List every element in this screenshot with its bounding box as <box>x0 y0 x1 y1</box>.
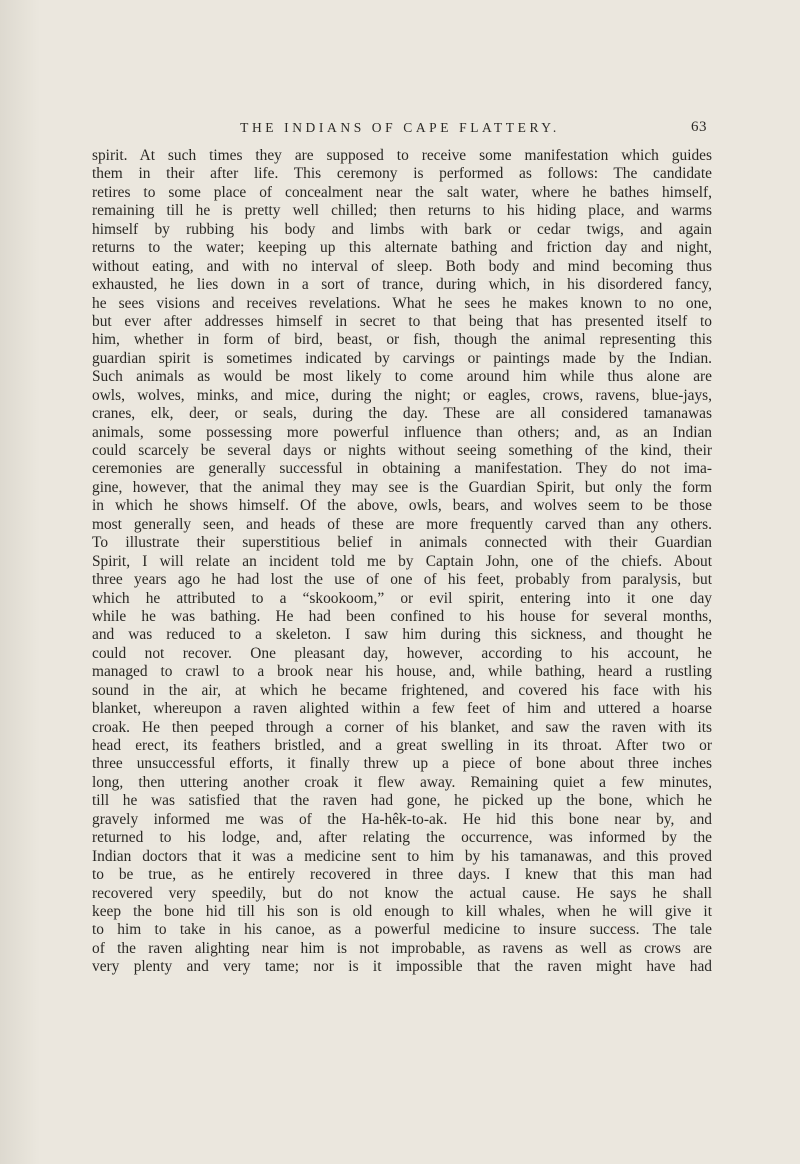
text-line: himself by rubbing his body and limbs with bark or cedar twigs, and again <box>92 220 712 238</box>
text-line: spirit. At such times they are supposed to receive some manifestation which guides <box>92 147 712 164</box>
text-line: and was reduced to a skeleton. I saw him during this sickness, and thought he <box>92 626 712 644</box>
text-line: gine, however, that the animal they may see is the Guardian Spirit, but only the form <box>92 478 712 496</box>
text-line: croak. He then peeped through a corner of his blanket, and saw the raven with its <box>92 718 712 736</box>
text-line: could not recover. One pleasant day, however, according to his account, he <box>92 644 712 662</box>
text-line: while he was bathing. He had been confined to his house for several months, <box>92 607 712 625</box>
text-line: in which he shows himself. Of the above, owls, bears, and wolves seem to be those <box>92 497 712 515</box>
text-line: remaining till he is pretty well chilled; then returns to his hiding place, and warms <box>92 202 712 220</box>
text-line: very plenty and very tame; nor is it impossible that the raven might have had <box>92 958 712 976</box>
text-line: to him to take in his canoe, as a powerful medicine to insure success. The tale <box>92 921 712 939</box>
text-line: ceremonies are generally successful in obtaining a manifestation. They do not ima- <box>92 460 712 478</box>
text-line: head erect, its feathers bristled, and a great swelling in its throat. After two or <box>92 737 712 754</box>
text-line: Indian doctors that it was a medicine sent to him by his tamanawas, and this proved <box>92 847 712 865</box>
text-line: sound in the air, at which he became frightened, and covered his face with his <box>92 681 712 699</box>
text-line: till he was satisfied that the raven had gone, he picked up the bone, which he <box>92 792 712 810</box>
text-line: to be true, as he entirely recovered in three days. I knew that this man had <box>92 866 712 884</box>
text-line: animals, some possessing more powerful influence than others; and, as an Indian <box>92 423 712 441</box>
text-line: which he attributed to a “skookoom,” or evil spirit, entering into it one day <box>92 589 712 607</box>
running-head-title: THE INDIANS OF CAPE FLATTERY. <box>240 120 560 135</box>
text-line: him, whether in form of bird, beast, or fish, though the animal representing this <box>92 331 712 349</box>
page-gutter-shadow <box>0 0 40 1164</box>
body-text <box>92 147 712 977</box>
text-line: could scarcely be several days or nights without seeing something of the kind, their <box>92 442 712 459</box>
text-line: without eating, and with no interval of sleep. Both body and mind becoming thus <box>92 257 712 275</box>
text-line: three years ago he had lost the use of one of his feet, probably from paralysis, but <box>92 571 712 589</box>
page-number: 63 <box>691 119 707 135</box>
text-line: cranes, elk, deer, or seals, during the day. These are all considered tamanawas <box>92 405 712 423</box>
text-line: retires to some place of concealment near the salt water, where he bathes himself, <box>92 183 712 201</box>
text-line: returned to his lodge, and, after relating the occurrence, was informed by the <box>92 829 712 847</box>
text-line: gravely informed me was of the Ha-hêk-to-ak. He hid this bone near by, and <box>92 810 712 828</box>
text-line: returns to the water; keeping up this alternate bathing and friction day and night, <box>92 239 712 257</box>
text-line: three unsuccessful efforts, it finally threw up a piece of bone about three inches <box>92 755 712 773</box>
text-line: exhausted, he lies down in a sort of trance, during which, in his disordered fancy, <box>92 276 712 294</box>
text-line: of the raven alighting near him is not improbable, as ravens as well as crows are <box>92 939 712 957</box>
text-line: managed to crawl to a brook near his house, and, while bathing, heard a rustling <box>92 663 712 681</box>
text-line: he sees visions and receives revelations. What he sees he makes known to no one, <box>92 294 712 312</box>
text-line: Such animals as would be most likely to come around him while thus alone are <box>92 368 712 386</box>
running-head <box>0 120 800 140</box>
text-line: them in their after life. This ceremony is performed as follows: The candidate <box>92 165 712 183</box>
text-line: owls, wolves, minks, and mice, during the night; or eagles, crows, ravens, blue-jays, <box>92 386 712 404</box>
text-line: blanket, whereupon a raven alighted within a few feet of him and uttered a hoarse <box>92 700 712 718</box>
text-line: To illustrate their superstitious belief in animals connected with their Guardian <box>92 534 712 552</box>
text-line: long, then uttering another croak it flew away. Remaining quiet a few minutes, <box>92 773 712 791</box>
text-line: Spirit, I will relate an incident told me by Captain John, one of the chiefs. About <box>92 552 712 570</box>
text-line: keep the bone hid till his son is old enough to kill whales, when he will give it <box>92 902 712 920</box>
text-line: guardian spirit is sometimes indicated by carvings or paintings made by the Indian. <box>92 349 712 367</box>
text-line: recovered very speedily, but do not know the actual cause. He says he shall <box>92 884 712 902</box>
text-line: most generally seen, and heads of these are more frequently carved than any others. <box>92 515 712 533</box>
text-line: but ever after addresses himself in secret to that being that has presented itself to <box>92 312 712 330</box>
